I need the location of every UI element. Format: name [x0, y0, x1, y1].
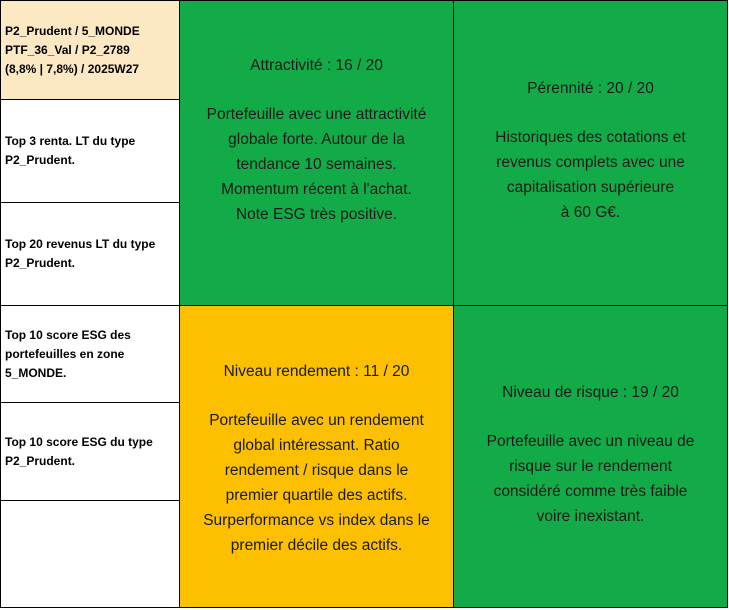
- ranking-text-1: Top 3 renta. LT du type P2_Prudent.: [5, 134, 136, 167]
- ranking-cell-4: [0, 402, 180, 501]
- ranking-cell-1: [0, 99, 180, 203]
- perennite-description: Historiques des cotations et revenus complets avec une capitalisation supérieure à 60 G€.: [495, 128, 686, 221]
- portfolio-header-line2: PTF_36_Val / P2_2789: [5, 42, 130, 57]
- attractivite-description: Portefeuille avec une attractivité globale forte. Autour de la tendance 10 semaines. Momentum récent à l'achat. Note ESG très positive.: [206, 106, 427, 223]
- rendement-description: Portefeuille avec un rendement global intéressant. Ratio rendement / risque dans le premier quartile des actifs. Surperformance vs index dans le premier décile des actifs.: [203, 412, 430, 554]
- attractivite-panel: [179, 0, 454, 306]
- risque-panel: [453, 305, 728, 608]
- ranking-text-2: Top 20 revenus LT du type P2_Prudent.: [5, 237, 156, 270]
- ranking-cell-5: [0, 500, 180, 608]
- ranking-cell-3: [0, 305, 180, 403]
- risque-title: Niveau de risque : 19 / 20: [502, 384, 679, 401]
- portfolio-header-line3: (8,8% | 7,8%) / 2025W27: [5, 61, 140, 76]
- ranking-text-3: Top 10 score ESG des portefeuilles en zone 5_MONDE.: [5, 327, 131, 380]
- portfolio-header-line1: P2_Prudent / 5_MONDE: [5, 23, 140, 38]
- ranking-text-4: Top 10 score ESG du type P2_Prudent.: [5, 434, 153, 468]
- perennite-panel: [453, 0, 728, 306]
- perennite-title: Pérennité : 20 / 20: [527, 79, 654, 97]
- attractivite-title: Attractivité : 16 / 20: [250, 57, 383, 74]
- portfolio-header-text: [5, 22, 140, 79]
- risque-description: Portefeuille avec un niveau de risque sur le rendement considéré comme très faible voire inexistant.: [486, 433, 695, 525]
- ranking-cell-2: [0, 202, 180, 306]
- portfolio-header-cell: [0, 0, 180, 100]
- rendement-panel: [179, 305, 454, 608]
- rendement-title: Niveau rendement : 11 / 20: [223, 363, 410, 380]
